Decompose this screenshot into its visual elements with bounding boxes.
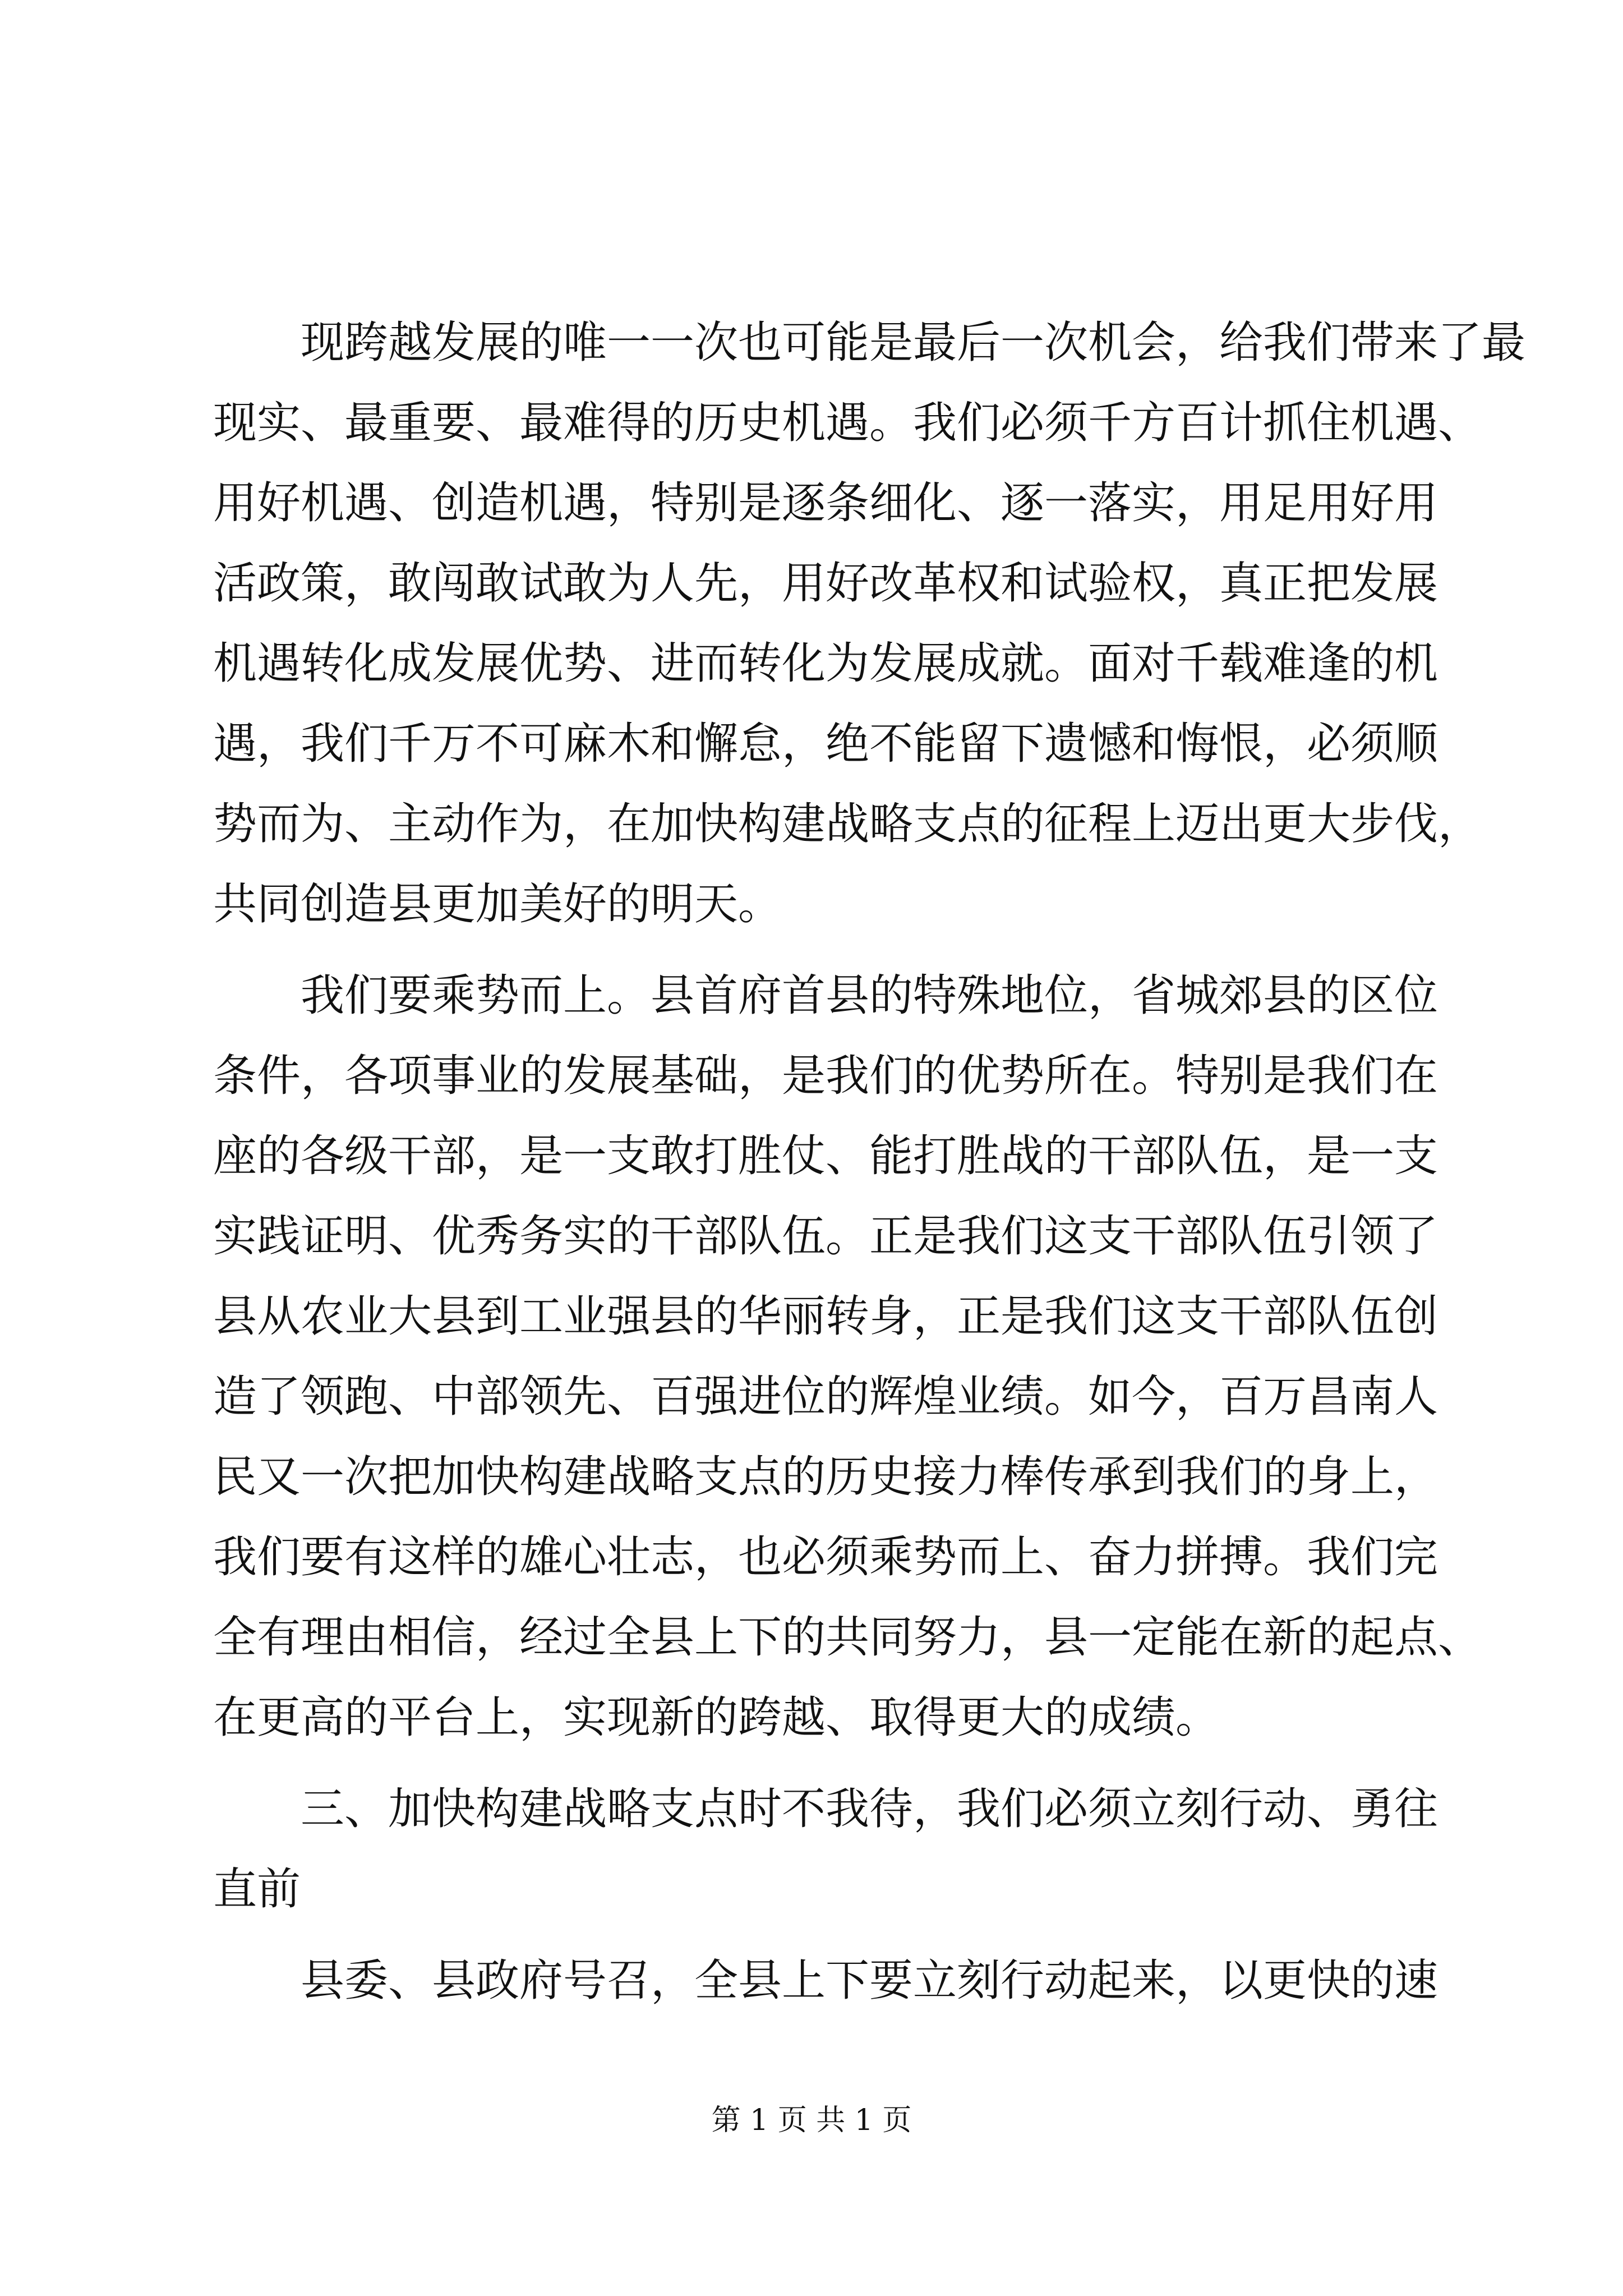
text-line: 用好机遇、创造机遇，特别是逐条细化、逐一落实，用足用好用 (213, 478, 1438, 528)
text-line: 县委、县政府号召，全县上下要立刻行动起来，以更快的速 (301, 1955, 1438, 2006)
document-body (213, 303, 1526, 2021)
text-line: 现跨越发展的唯一一次也可能是最后一次机会，给我们带来了最 (301, 318, 1526, 368)
text-line: 三、加快构建战略支点时不我待，我们必须立刻行动、勇往 (301, 1784, 1438, 1834)
paragraph-1 (213, 303, 1526, 945)
text-line: 在更高的平台上，实现新的跨越、取得更大的成绩。 (213, 1692, 1220, 1743)
text-line: 共同创造县更加美好的明天。 (213, 879, 782, 930)
section-heading-3 (213, 1769, 1438, 1930)
text-line: 势而为、主动作为，在加快构建战略支点的征程上迈出更大步伐， (213, 799, 1482, 849)
text-line: 县从农业大县到工业强县的华丽转身，正是我们这支干部队伍创 (213, 1291, 1438, 1342)
text-line: 遇，我们千万不可麻木和懈怠，绝不能留下遗憾和悔恨，必须顺 (213, 719, 1438, 769)
text-line: 我们要有这样的雄心壮志，也必须乘势而上、奋力拼搏。我们完 (213, 1532, 1438, 1582)
page-footer: 第 1 页 共 1 页 (711, 2104, 912, 2137)
text-line: 直前 (213, 1864, 301, 1915)
paragraph-4 (213, 1941, 1438, 2021)
paragraph-2 (213, 956, 1482, 1758)
text-line: 机遇转化成发展优势、进而转化为发展成就。面对千载难逢的机 (213, 638, 1438, 689)
text-line: 民又一次把加快构建战略支点的历史接力棒传承到我们的身上， (213, 1452, 1438, 1502)
text-line: 现实、最重要、最难得的历史机遇。我们必须千方百计抓住机遇、 (213, 398, 1482, 448)
text-line: 我们要乘势而上。县首府首县的特殊地位，省城郊县的区位 (301, 970, 1438, 1021)
text-line: 实践证明、优秀务实的干部队伍。正是我们这支干部队伍引领了 (213, 1211, 1438, 1262)
text-line: 活政策，敢闯敢试敢为人先，用好改革权和试验权，真正把发展 (213, 558, 1438, 609)
text-line: 造了领跑、中部领先、百强进位的辉煌业绩。如今，百万昌南人 (213, 1372, 1438, 1422)
text-line: 座的各级干部，是一支敢打胜仗、能打胜战的干部队伍，是一支 (213, 1131, 1438, 1181)
text-line: 全有理由相信，经过全县上下的共同努力，县一定能在新的起点、 (213, 1612, 1482, 1663)
text-line: 条件，各项事业的发展基础，是我们的优势所在。特别是我们在 (213, 1051, 1438, 1101)
